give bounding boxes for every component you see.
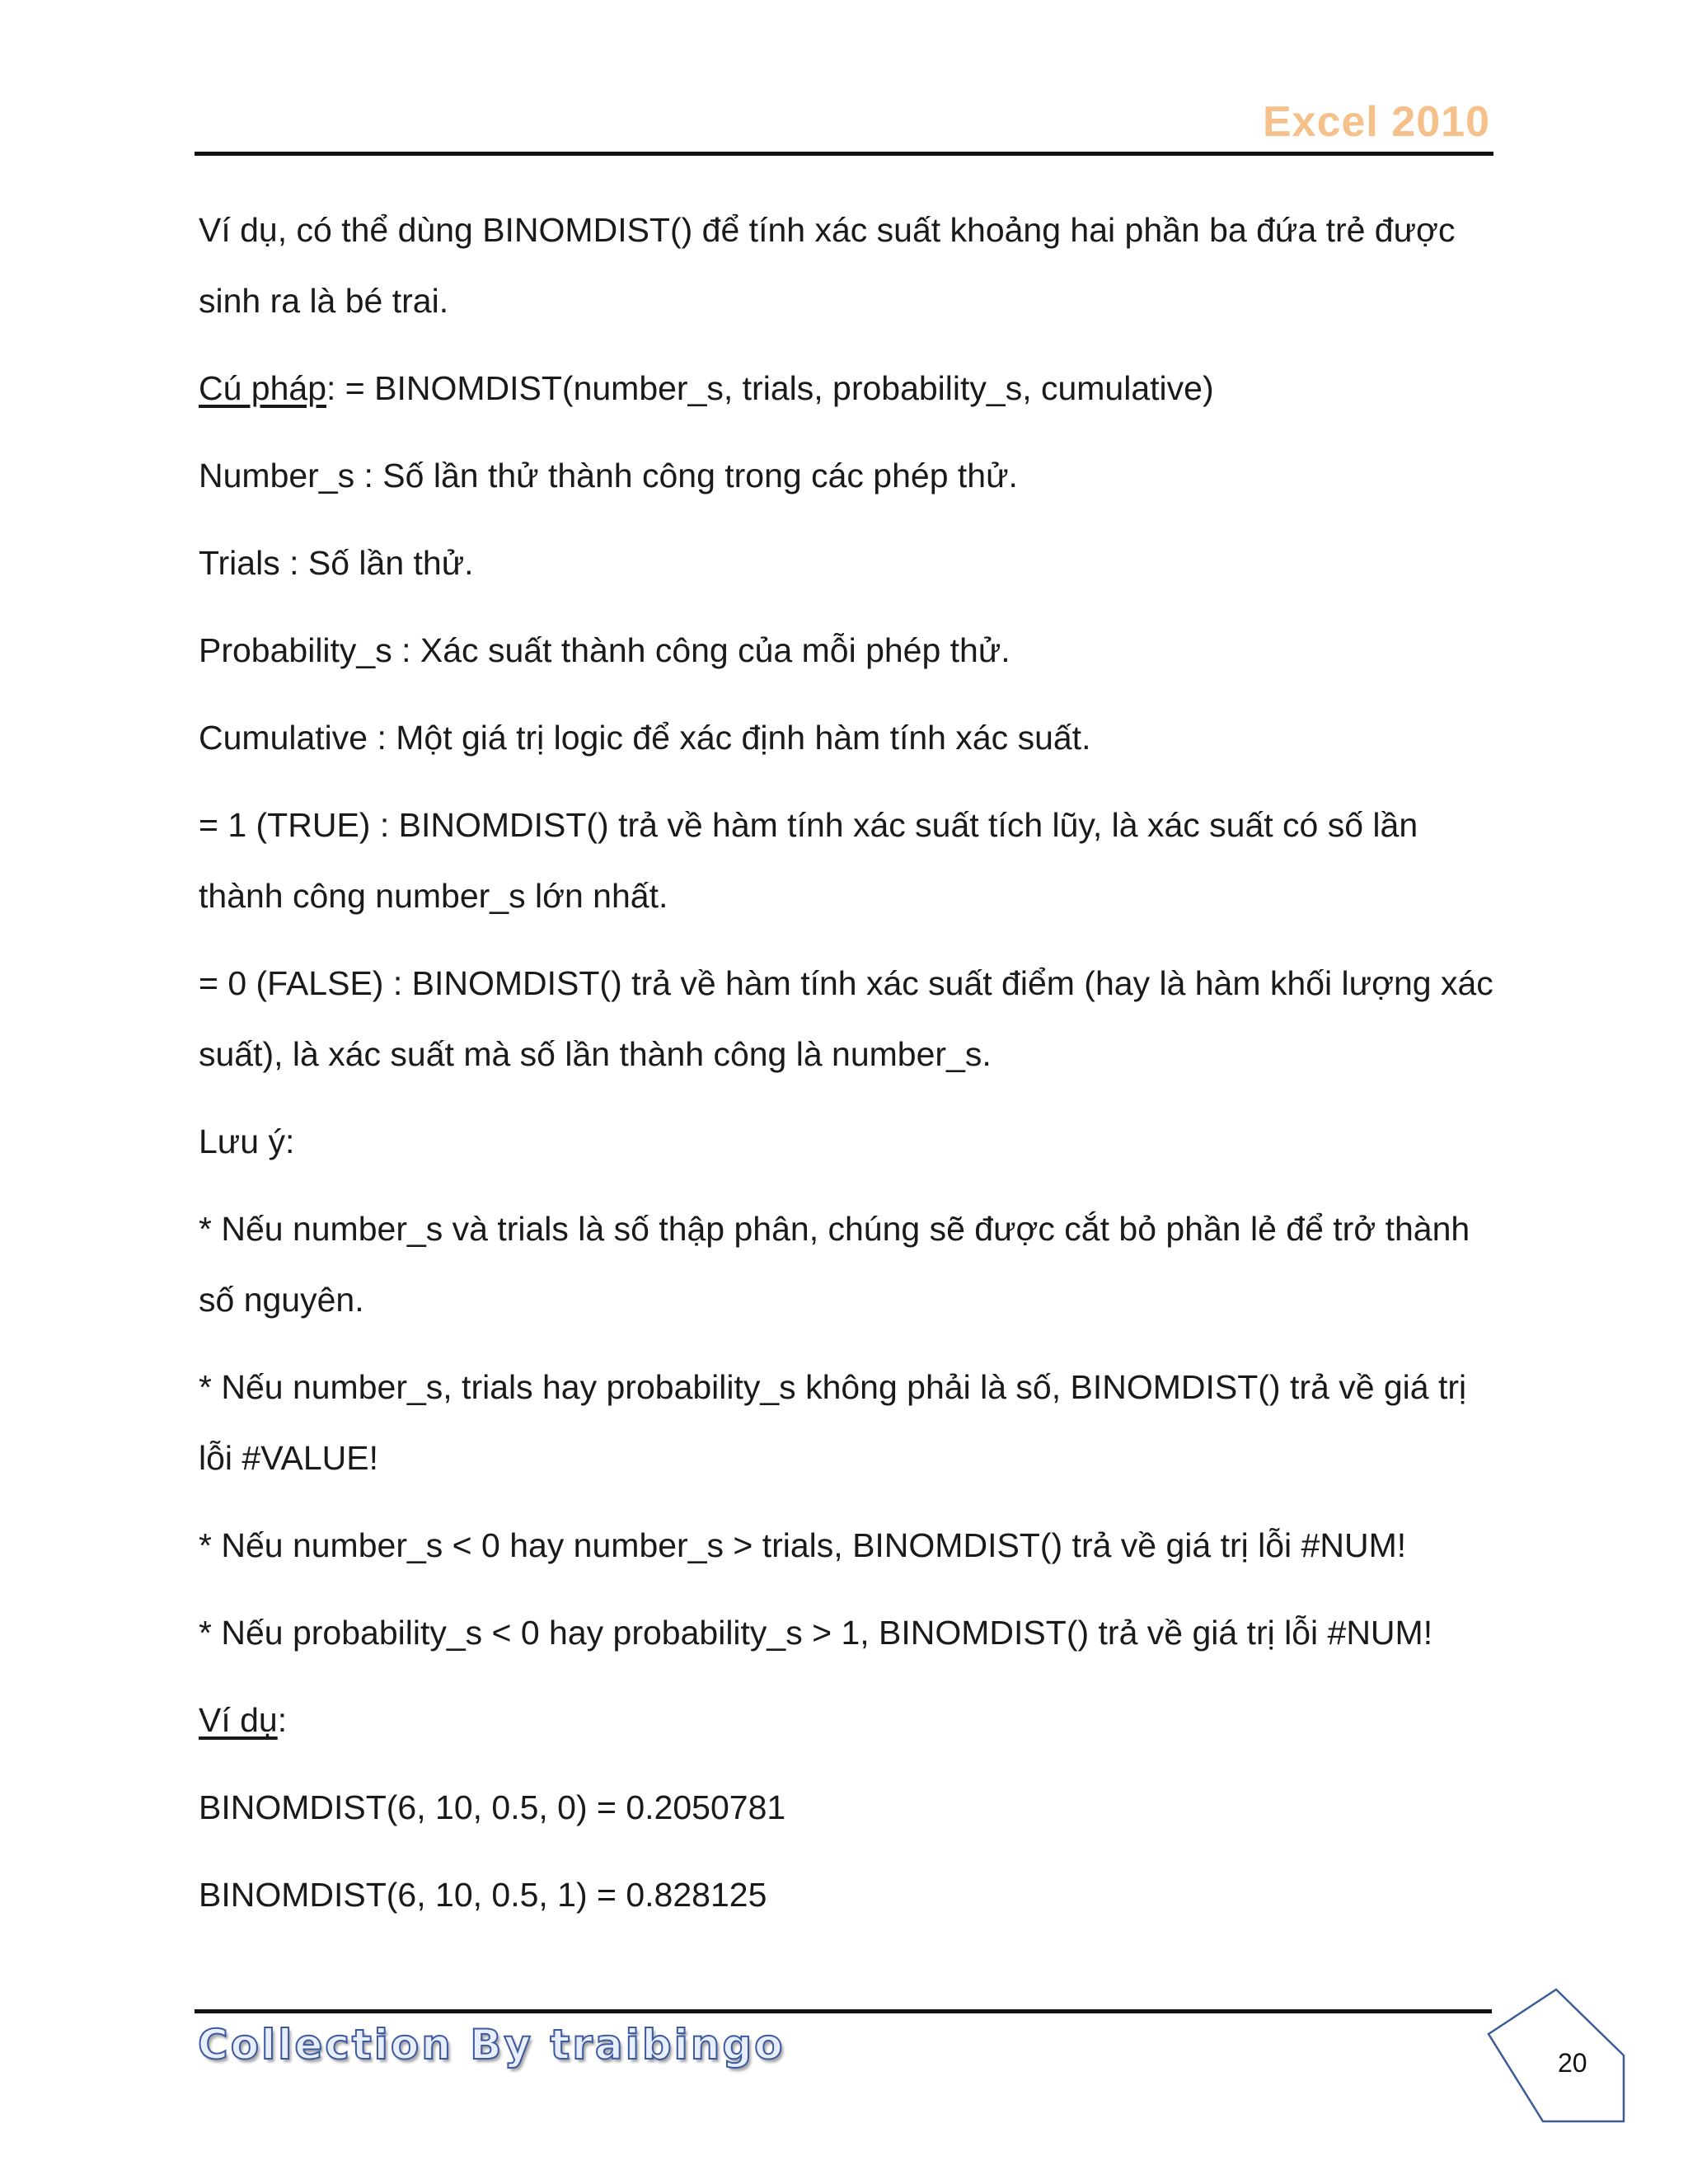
note-heading: Lưu ý: <box>199 1122 295 1160</box>
syntax-label: Cú pháp <box>199 369 327 407</box>
example-label: Ví dụ <box>199 1701 278 1739</box>
syntax-line <box>199 353 1501 424</box>
cumulative-true-case: = 1 (TRUE) : BINOMDIST() trả về hàm tính xác suất tích lũy, là xác suất có số lần thành công number_s lớn nhất. <box>199 806 1428 915</box>
example-colon: : <box>277 1701 288 1739</box>
intro-paragraph: Ví dụ, có thể dùng BINOMDIST() để tính xác suất khoảng hai phần ba đứa trẻ được sinh ra là bé trai. <box>199 211 1465 320</box>
page-body <box>199 194 1501 1930</box>
cumulative-false-case: = 0 (FALSE) : BINOMDIST() trả về hàm tính xác suất điểm (hay là hàm khối lượng xác suất), là xác suất mà số lần thành công là number_s. <box>199 964 1503 1073</box>
param-cumulative: Cumulative : Một giá trị logic để xác định hàm tính xác suất. <box>199 719 1091 757</box>
header-title: Excel 2010 <box>1262 98 1490 146</box>
note-num-error-probability: * Nếu probability_s < 0 hay probability_s > 1, BINOMDIST() trả về giá trị lỗi #NUM! <box>199 1614 1433 1652</box>
param-trials: Trials : Số lần thử. <box>199 544 474 582</box>
param-number-s: Number_s : Số lần thử thành công trong các phép thử. <box>199 457 1018 494</box>
example-heading <box>199 1685 1501 1755</box>
param-probability-s: Probability_s : Xác suất thành công của mỗi phép thử. <box>199 631 1010 669</box>
example-formula-1: BINOMDIST(6, 10, 0.5, 0) = 0.2050781 <box>199 1788 786 1826</box>
note-num-error-trials: * Nếu number_s < 0 hay number_s > trials, BINOMDIST() trả về giá trị lỗi #NUM! <box>199 1526 1407 1564</box>
footer-brand: Collection By traibingo <box>198 2021 785 2069</box>
footer-divider <box>195 2009 1492 2013</box>
page-number: 20 <box>1558 2048 1587 2078</box>
header-divider <box>195 152 1493 156</box>
syntax-text: : = BINOMDIST(number_s, trials, probability_s, cumulative) <box>326 369 1214 407</box>
example-formula-2: BINOMDIST(6, 10, 0.5, 1) = 0.828125 <box>199 1876 767 1914</box>
note-value-error: * Nếu number_s, trials hay probability_s không phải là số, BINOMDIST() trả về giá trị lỗi #VALUE! <box>199 1368 1476 1477</box>
note-decimal-truncation: * Nếu number_s và trials là số thập phân, chúng sẽ được cắt bỏ phần lẻ để trở thành số nguyên. <box>199 1210 1479 1319</box>
